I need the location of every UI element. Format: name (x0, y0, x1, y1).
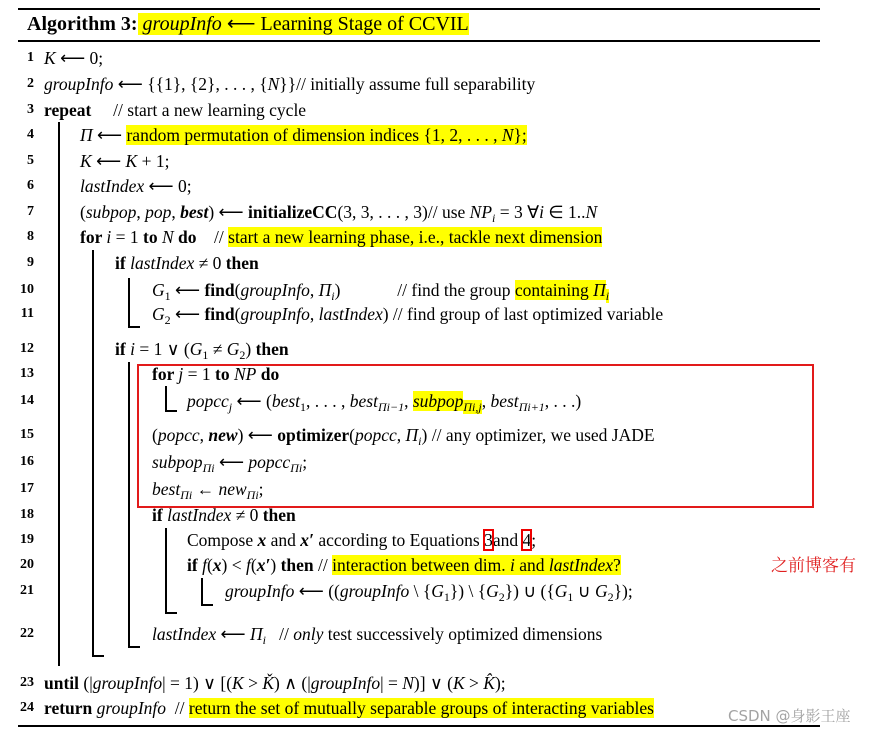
code-token: | = 1) ∨ [( (162, 673, 233, 693)
code-token: subpop (412, 391, 464, 411)
code-token: ) // any optimizer, we used JADE (421, 425, 655, 445)
code-token: new (218, 479, 247, 499)
algorithm-line (80, 226, 602, 248)
code-token: groupInfo (44, 74, 114, 94)
code-token: ( (234, 304, 241, 324)
code-token: i (262, 633, 266, 647)
keyword: for (152, 364, 179, 384)
code-token: ≠ 0 (231, 505, 263, 525)
code-token: and (492, 530, 523, 550)
block-bar (128, 362, 130, 648)
code-token: Πi (246, 488, 259, 502)
code-token: i (492, 211, 496, 225)
algorithm-line (115, 338, 289, 360)
code-token: ⟵ (216, 624, 250, 644)
code-token: // (166, 698, 189, 718)
code-token: G (226, 339, 240, 359)
line-number: 1 (27, 50, 34, 65)
algorithm-line (152, 279, 609, 301)
red-highlight-box (137, 364, 814, 508)
code-token: ⟵ {{1}, {2}, . . . , { (113, 74, 268, 94)
algorithm-line (44, 672, 506, 694)
block-bar (92, 250, 94, 657)
keyword: to (215, 364, 234, 384)
code-token: K̂ (483, 673, 495, 693)
code-token: Compose (187, 530, 258, 550)
algorithm-line (225, 580, 633, 602)
code-token: ) ⟵ (208, 202, 249, 222)
line-number: 24 (20, 700, 34, 715)
code-token: x′ (256, 555, 271, 575)
code-token: = 3 ∀ (495, 202, 540, 222)
code-token: 1 (164, 289, 171, 303)
block-bar-foot (92, 655, 104, 657)
code-token: ) // find the group (334, 280, 515, 300)
code-token: best (152, 479, 181, 499)
code-token: subpop (152, 452, 203, 472)
code-token: x′ (300, 530, 314, 550)
code-token: 2 (607, 590, 614, 604)
code-token: , (396, 425, 406, 445)
code-token: G (152, 280, 165, 300)
bottom-rule (18, 725, 820, 727)
code-token: G (594, 581, 608, 601)
line-number: 9 (27, 255, 34, 270)
algorithm-line (187, 554, 621, 576)
code-token: x (257, 530, 267, 550)
code-token: , (309, 304, 319, 324)
code-token: ) // find group of last optimized variable (382, 304, 664, 324)
line-number: 21 (20, 583, 34, 598)
code-token: i (509, 555, 515, 575)
code-token: K (125, 151, 138, 171)
keyword: return (44, 698, 97, 718)
line-number: 15 (20, 427, 34, 442)
code-token: > (243, 673, 263, 693)
code-token: 2 (239, 348, 246, 362)
algorithm-title (27, 10, 469, 38)
line-number: 7 (27, 204, 34, 219)
keyword: repeat (44, 100, 92, 120)
code-token: G (554, 581, 568, 601)
block-bar-foot (128, 326, 140, 328)
code-token: // start a new learning cycle (91, 100, 307, 120)
code-token: ⟵ 0; (144, 176, 192, 196)
line-number: 16 (20, 454, 34, 469)
code-token: }}// initially assume full separability (279, 74, 536, 94)
code-token: j (228, 400, 233, 414)
code-token: ( (234, 280, 241, 300)
keyword: then (262, 505, 296, 525)
code-token: subpop (85, 202, 137, 222)
code-token: i (331, 289, 335, 303)
code-token: = 1 ∨ ( (134, 339, 190, 359)
red-annotation: 之前博客有 (771, 556, 856, 576)
code-token: ⟵ (214, 452, 249, 472)
code-token: ( (80, 202, 86, 222)
algorithm-line (44, 697, 654, 719)
keyword: optimizer (277, 425, 350, 445)
code-token: // (265, 624, 294, 644)
code-token: lastIndex (152, 624, 217, 644)
code-token: containing (514, 280, 594, 300)
code-token: ) ∧ (| (274, 673, 311, 693)
code-token: Π (80, 125, 93, 145)
code-token: Πi−1 (377, 400, 405, 414)
code-token: popcc (354, 425, 397, 445)
algorithm-line (80, 150, 169, 172)
code-token: i (605, 289, 610, 303)
code-token: i (106, 227, 112, 247)
code-token: groupInfo (96, 698, 167, 718)
algorithm-line (80, 175, 192, 197)
line-number: 20 (20, 557, 34, 572)
code-token: , (309, 280, 319, 300)
code-token: G (189, 339, 203, 359)
line-number: 5 (27, 153, 34, 168)
code-token: ⟵ ( (232, 391, 272, 411)
code-token: pop (145, 202, 172, 222)
code-token: ∪ (573, 581, 595, 601)
code-token: ); (494, 673, 506, 693)
code-token: ) (245, 339, 256, 359)
code-token: ≠ 0 (194, 253, 226, 273)
code-token: groupInfo (339, 581, 410, 601)
code-token: ≠ (208, 339, 227, 359)
code-token: ( (250, 555, 257, 575)
code-token: ⟵ (( (294, 581, 340, 601)
code-token: NP (469, 202, 493, 222)
line-number: 13 (20, 366, 34, 381)
title-rule (18, 40, 820, 42)
code-token: (3, 3, . . . , 3)// use (337, 202, 470, 222)
code-token: (| (83, 673, 93, 693)
code-token: }; (513, 125, 527, 145)
code-token: N (501, 125, 514, 145)
keyword: for (80, 227, 107, 247)
code-token: ⟵ (170, 304, 205, 324)
code-token: G (486, 581, 499, 601)
keyword: then (225, 253, 259, 273)
code-token: ⟵ (92, 125, 127, 145)
code-token: i (130, 339, 135, 359)
code-token: Πi,j (463, 400, 482, 414)
code-token: , (171, 202, 181, 222)
line-number: 12 (20, 341, 34, 356)
code-token: ( (206, 555, 213, 575)
code-token: lastIndex (130, 253, 195, 273)
code-token: Πi+1 (518, 400, 545, 414)
code-token: N (161, 227, 174, 247)
code-token: popcc (187, 391, 229, 411)
keyword: if (187, 555, 203, 575)
code-token: lastIndex (80, 176, 145, 196)
code-token: only (293, 624, 324, 644)
keyword: until (44, 673, 84, 693)
code-token: ; (258, 479, 264, 499)
line-number: 22 (20, 626, 34, 641)
code-token: ; (302, 452, 308, 472)
code-token: Ǩ (262, 673, 275, 693)
equation-reference[interactable]: 3 (484, 530, 493, 550)
code-token: 1 (443, 590, 450, 604)
code-token: , . . . , (306, 391, 350, 411)
code-token: test successively optimized dimensions (323, 624, 603, 644)
code-token: 2 (164, 313, 171, 327)
code-token: | = (380, 673, 403, 693)
code-token: lastIndex (167, 505, 232, 525)
code-token: and (514, 555, 549, 575)
code-token: popcc (248, 452, 291, 472)
code-token: best (180, 202, 209, 222)
line-number: 14 (20, 393, 34, 408)
block-bar-foot (165, 612, 177, 614)
keyword: do (173, 227, 197, 247)
line-number: 3 (27, 102, 34, 117)
code-token: , (199, 425, 209, 445)
code-token: Πi (180, 488, 193, 502)
code-token: , (136, 202, 146, 222)
algorithm-line (44, 73, 535, 95)
line-number: 8 (27, 229, 34, 244)
equation-reference[interactable]: 4 (522, 530, 532, 550)
code-token: N (585, 202, 598, 222)
line-number: 4 (27, 127, 34, 142)
code-token: // (313, 555, 333, 575)
code-token: according to Equations (313, 530, 485, 550)
algorithm-line (187, 529, 536, 551)
code-token: ) ⟵ (237, 425, 278, 445)
code-token: new (208, 425, 238, 445)
code-token: return the set of mutually separable groups of interacting variables (188, 698, 654, 718)
code-token: ( (152, 425, 158, 445)
keyword: then (255, 339, 289, 359)
code-token: Π (593, 280, 606, 300)
algorithm-output-name: groupInfo (142, 13, 222, 35)
code-token: \ { (409, 581, 432, 601)
code-token: f (245, 555, 251, 575)
watermark: CSDN @身影王座 (728, 707, 851, 725)
code-token: N (267, 74, 280, 94)
line-number: 2 (27, 76, 34, 91)
algorithm-label: Algorithm 3: (27, 13, 138, 35)
code-token: x (212, 555, 222, 575)
keyword: do (256, 364, 280, 384)
code-token: 2 (498, 590, 505, 604)
code-token: K (44, 48, 56, 68)
keyword: find (204, 280, 235, 300)
block-bar (58, 122, 60, 666)
code-token: best (490, 391, 519, 411)
code-token: K (232, 673, 244, 693)
code-token: groupInfo (92, 673, 163, 693)
code-token: // (196, 227, 229, 247)
code-token: K (452, 673, 465, 693)
line-number: 10 (20, 282, 34, 297)
code-token: 1 (202, 348, 209, 362)
keyword: if (152, 505, 168, 525)
code-token: ; (531, 530, 537, 550)
code-token: , . . .) (544, 391, 582, 411)
keyword: if (115, 339, 131, 359)
code-token: ∈ 1.. (543, 202, 586, 222)
code-token: 1 (567, 590, 574, 604)
code-token: , (404, 391, 413, 411)
code-token: N (402, 673, 414, 693)
code-token: }); (613, 581, 633, 601)
code-token: lastIndex (318, 304, 383, 324)
block-bar-foot (128, 646, 140, 648)
block-bar (201, 578, 203, 606)
algorithm-line (44, 99, 306, 121)
code-token: best (271, 391, 301, 411)
keyword: find (204, 304, 235, 324)
keyword: if (115, 253, 131, 273)
code-token: random permutation of dimension indices {1, 2, . . . , (126, 125, 502, 145)
code-token: }) ∪ ({ (504, 581, 555, 601)
block-bar-foot (201, 604, 213, 606)
code-token: }) \ { (449, 581, 487, 601)
code-token: + 1; (137, 151, 170, 171)
code-token: , (481, 391, 491, 411)
line-number: 11 (20, 306, 34, 321)
code-token: and (266, 530, 301, 550)
code-token: G (152, 304, 165, 324)
code-token: start a new learning phase, i.e., tackle next dimension (228, 227, 603, 247)
algorithm-line (152, 303, 663, 325)
block-bar (165, 528, 167, 614)
code-token: Πi (290, 461, 303, 475)
code-token: K (80, 151, 92, 171)
code-token: i (539, 202, 544, 222)
code-token: i (418, 434, 422, 448)
line-number: 19 (20, 532, 34, 547)
block-bar (128, 278, 130, 328)
algorithm-line (80, 124, 527, 146)
algorithm-line (80, 201, 597, 223)
code-token: groupInfo (310, 673, 381, 693)
code-token: 1 (300, 400, 307, 414)
code-token: Π (250, 624, 263, 644)
code-token: Πi (202, 461, 215, 475)
code-token: G (431, 581, 444, 601)
code-token: f (202, 555, 207, 575)
line-number: 17 (20, 481, 34, 496)
code-token: lastIndex (548, 555, 614, 575)
line-number: 18 (20, 507, 34, 522)
algorithm-caption: ⟵ Learning Stage of CCVIL (221, 13, 469, 35)
code-token: > (464, 673, 484, 693)
code-token: ) (270, 555, 281, 575)
code-token: ? (613, 555, 621, 575)
code-token: j (178, 364, 184, 384)
algorithm-line (44, 47, 103, 69)
code-token: Π (405, 425, 419, 445)
keyword: to (143, 227, 162, 247)
keyword: then (280, 555, 314, 575)
code-token: = 1 (183, 364, 216, 384)
code-token: Π (318, 280, 332, 300)
code-token: groupInfo (240, 280, 310, 300)
code-token: ( (349, 425, 355, 445)
code-token: NP (233, 364, 257, 384)
code-token: ⟵ (170, 280, 205, 300)
code-token: interaction between dim. (332, 555, 510, 575)
algorithm-line (152, 623, 602, 645)
code-token: groupInfo (225, 581, 295, 601)
line-number: 6 (27, 178, 34, 193)
algorithm-line (115, 252, 259, 274)
code-token: )] ∨ ( (413, 673, 453, 693)
keyword: initializeCC (248, 202, 338, 222)
code-token: ⟵ (91, 151, 126, 171)
code-token: = 1 (111, 227, 144, 247)
code-token: ← (192, 479, 219, 499)
code-token: ) < (221, 555, 246, 575)
code-token: popcc (157, 425, 200, 445)
code-token: ⟵ 0; (55, 48, 104, 68)
line-number: 23 (20, 675, 34, 690)
code-token: best (349, 391, 378, 411)
code-token: groupInfo (240, 304, 310, 324)
